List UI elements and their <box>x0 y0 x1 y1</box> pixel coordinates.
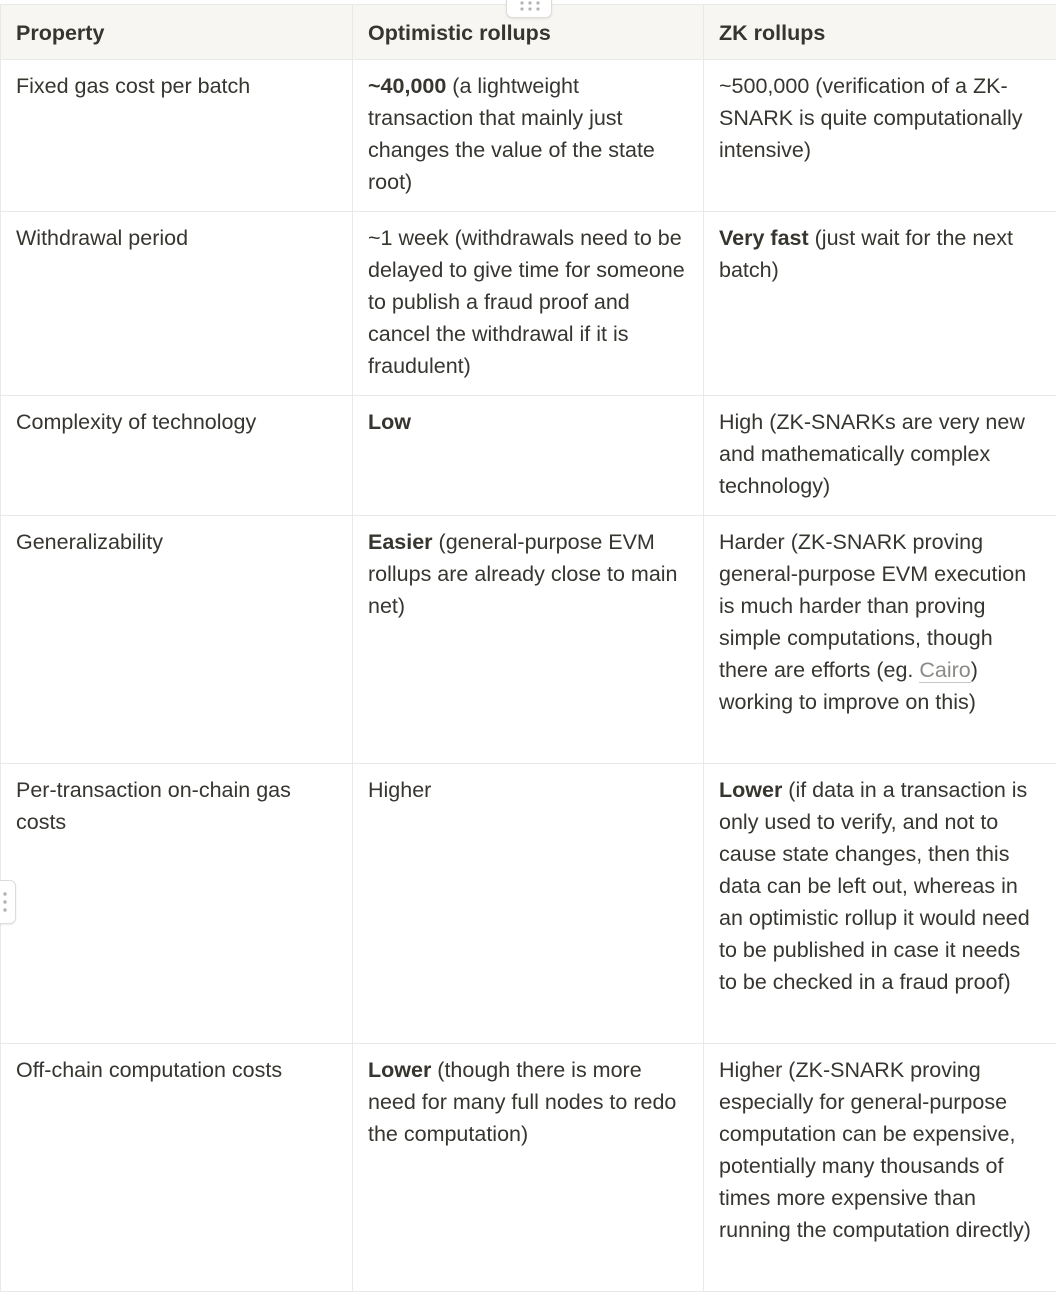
cell-text: (if data in a transaction is only used to verify, and not to cause state changes, then this data can be left out, whereas in an optimistic rollup it would need to be published in case it needs to be checked in a fraud proof) <box>719 778 1030 994</box>
cell-zk[interactable]: High (ZK-SNARKs are very new and mathematically complex technology) <box>704 396 1056 516</box>
drag-handle-horizontal-icon <box>519 0 541 12</box>
cell-text: Harder (ZK-SNARK proving general-purpose EVM execution is much harder than proving simple computations, though there are efforts (eg. <box>719 530 1026 682</box>
table-row <box>1 764 1056 1044</box>
bold-text: Lower <box>368 1058 431 1082</box>
cell-optimistic[interactable] <box>353 60 704 212</box>
bold-text: Easier <box>368 530 433 554</box>
table-row <box>1 396 1056 516</box>
cell-property[interactable]: Per-transaction on-chain gas costs <box>1 764 353 1044</box>
cell-zk[interactable] <box>704 764 1056 1044</box>
table-row <box>1 60 1056 212</box>
cell-property[interactable]: Withdrawal period <box>1 212 353 396</box>
bold-text: Lower <box>719 778 782 802</box>
cell-text: (just wait for the next batch) <box>719 226 1013 282</box>
cell-property[interactable]: Generalizability <box>1 516 353 764</box>
cell-optimistic[interactable] <box>353 396 704 516</box>
column-drag-handle[interactable] <box>506 0 552 18</box>
cell-zk[interactable]: ~500,000 (verification of a ZK-SNARK is quite computationally intensive) <box>704 60 1056 212</box>
cell-optimistic[interactable]: ~1 week (withdrawals need to be delayed to give time for someone to publish a fraud proof and cancel the withdrawal if it is fraudulent) <box>353 212 704 396</box>
cell-zk[interactable] <box>704 212 1056 396</box>
table-row <box>1 516 1056 764</box>
cell-text: (general-purpose EVM rollups are already close to main net) <box>368 530 678 618</box>
bold-text: Very fast <box>719 226 809 250</box>
comparison-table <box>0 4 1056 1292</box>
header-optimistic[interactable]: Optimistic rollups <box>353 5 704 60</box>
header-property[interactable]: Property <box>1 5 353 60</box>
bold-text: Low <box>368 410 411 434</box>
table-row <box>1 1044 1056 1292</box>
cell-zk[interactable] <box>704 516 1056 764</box>
cairo-link[interactable]: Cairo <box>919 658 970 683</box>
drag-handle-vertical-icon <box>2 891 8 913</box>
row-drag-handle[interactable] <box>0 880 16 924</box>
cell-optimistic[interactable] <box>353 516 704 764</box>
cell-property[interactable]: Fixed gas cost per batch <box>1 60 353 212</box>
cell-text: (a lightweight transaction that mainly just changes the value of the state root) <box>368 74 655 194</box>
table-row <box>1 212 1056 396</box>
cell-zk[interactable]: Higher (ZK-SNARK proving especially for general-purpose computation can be expensive, potentially many thousands of times more expensive than running the computation directly) <box>704 1044 1056 1292</box>
cell-text: (though there is more need for many full nodes to redo the computation) <box>368 1058 676 1146</box>
bold-text: ~40,000 <box>368 74 446 98</box>
header-zk[interactable]: ZK rollups <box>704 5 1056 60</box>
cell-property[interactable]: Complexity of technology <box>1 396 353 516</box>
cell-optimistic[interactable] <box>353 1044 704 1292</box>
cell-optimistic[interactable]: Higher <box>353 764 704 1044</box>
cell-property[interactable]: Off-chain computation costs <box>1 1044 353 1292</box>
cell-text: ) working to improve on this) <box>719 658 978 714</box>
